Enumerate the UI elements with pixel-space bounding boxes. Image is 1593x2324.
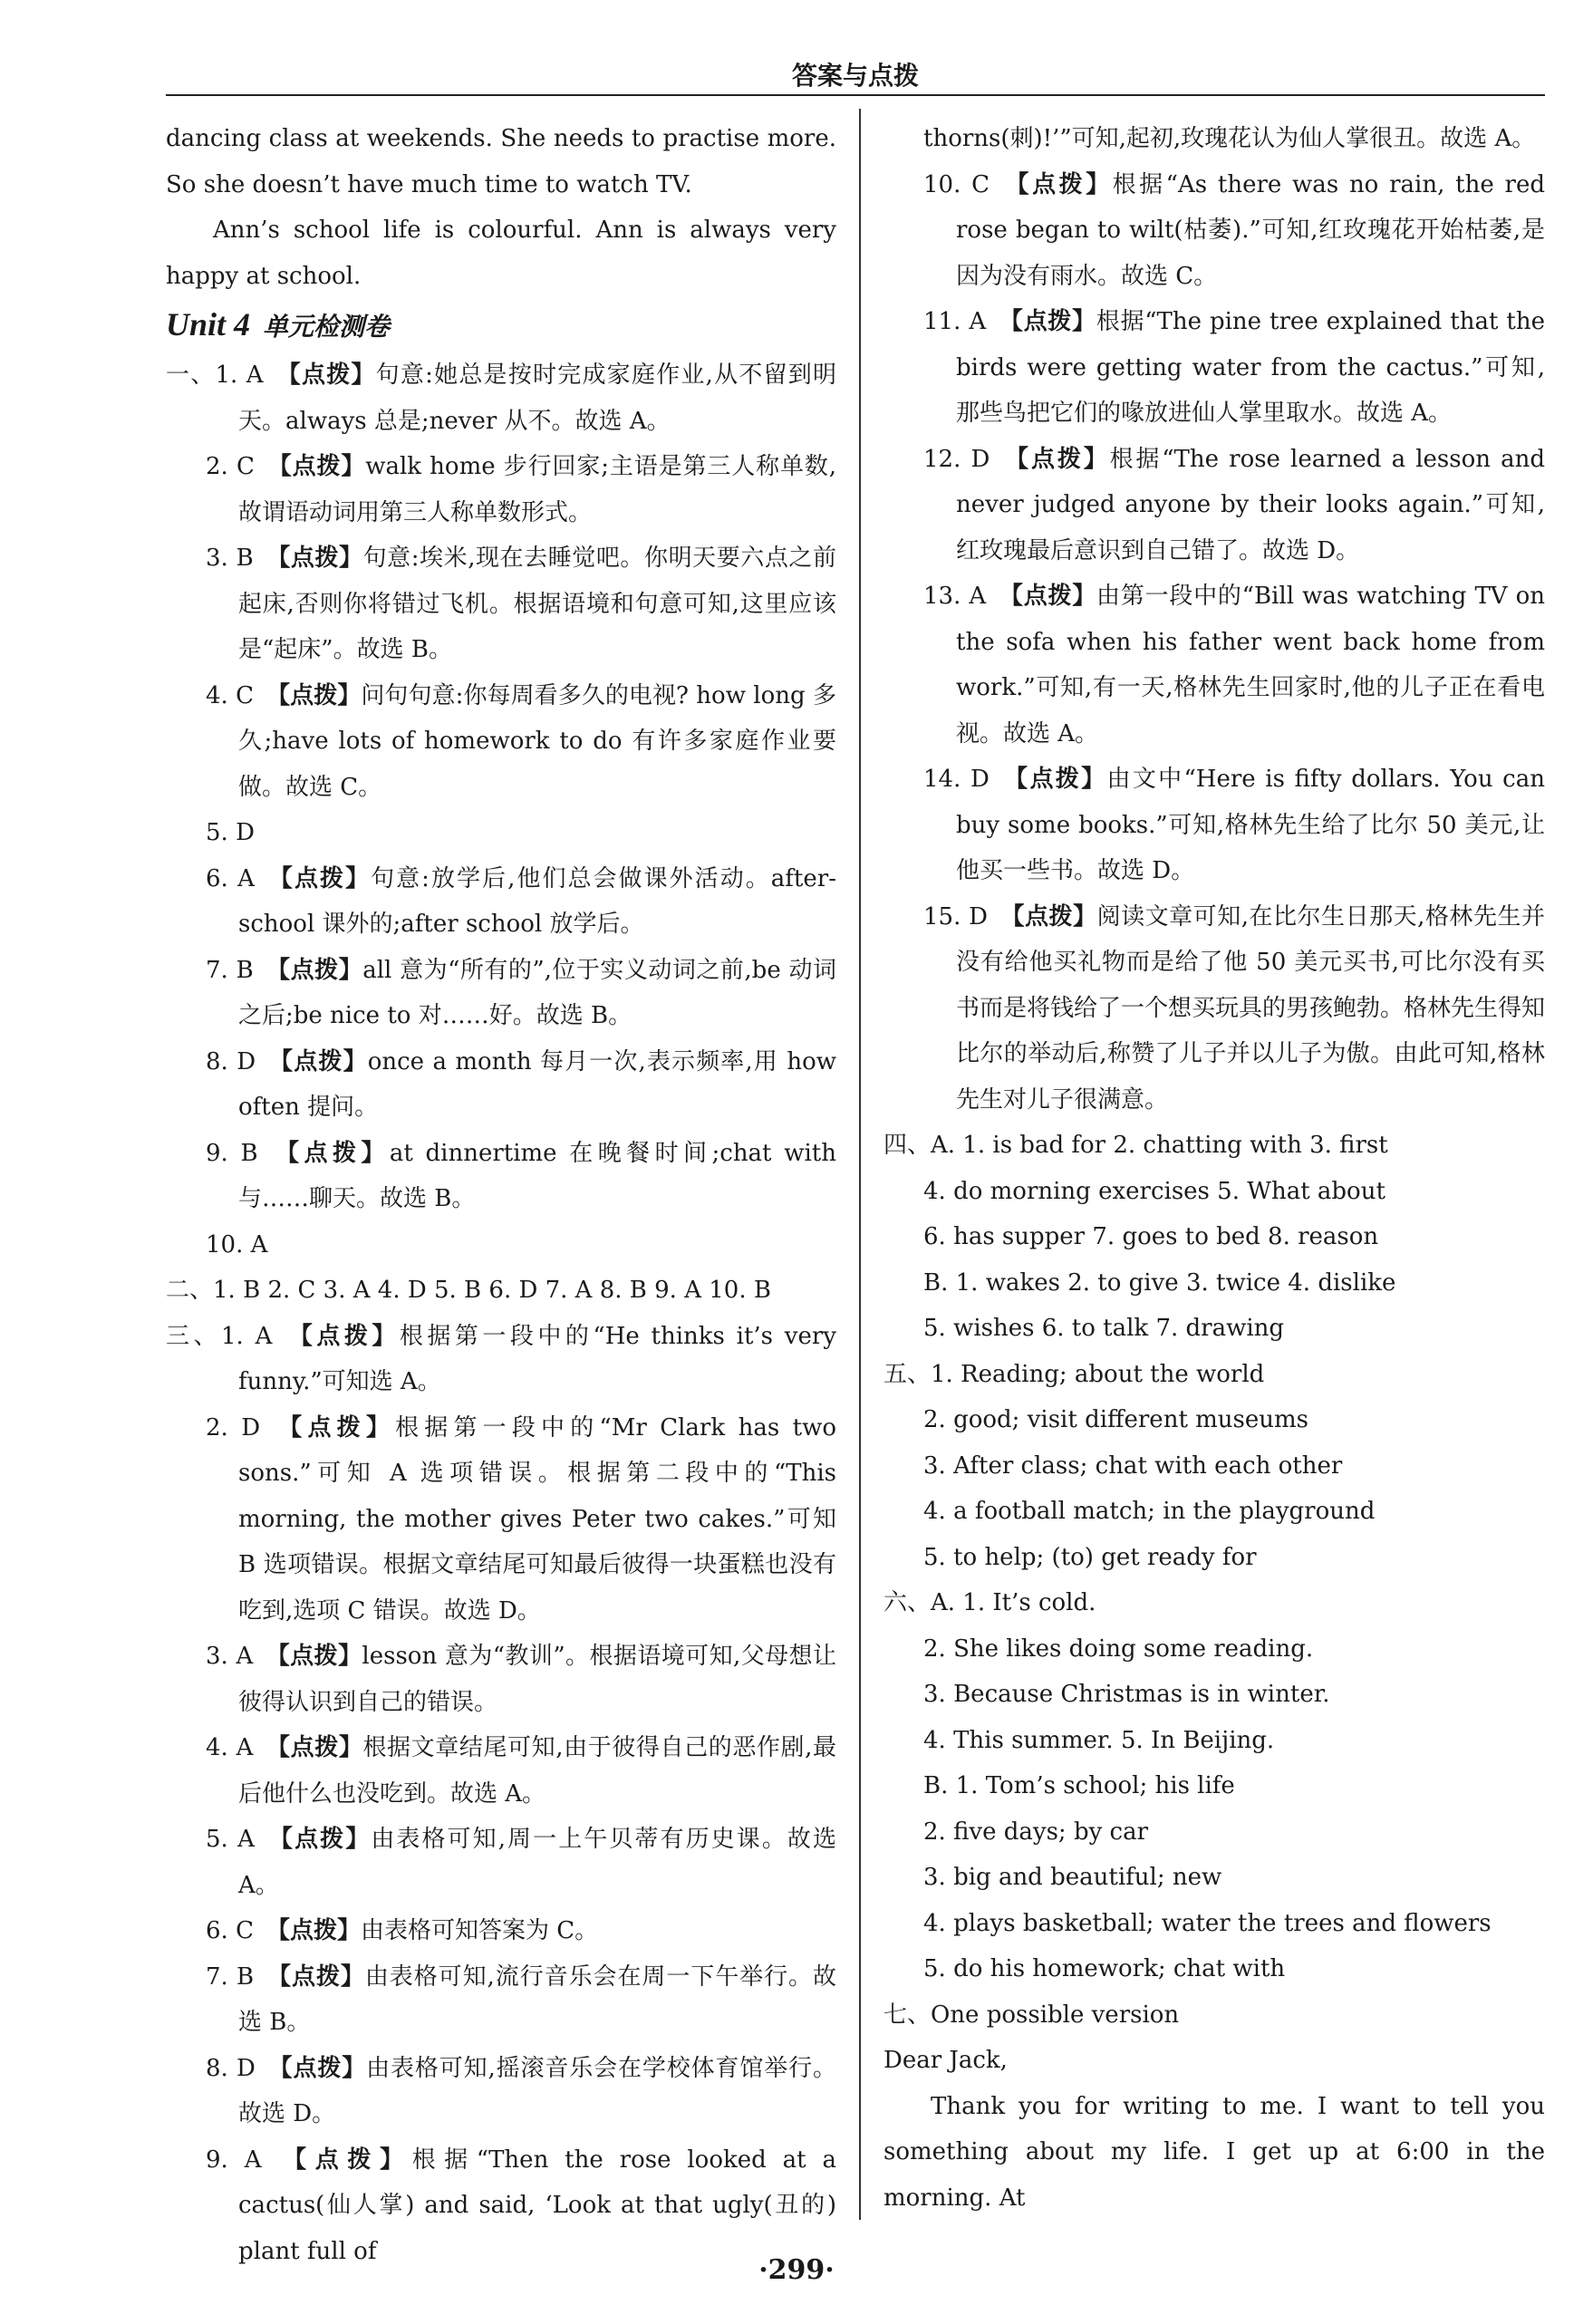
answer-item: [166, 673, 836, 811]
answer-explanation: 【点拨】由文中“Here is fifty dollars. You can buy some books.”可知,格林先生给了比尔 50 美元,让他买一些书。故选 D。: [956, 766, 1545, 884]
answer-item: [166, 856, 836, 948]
hint-marker: 【点拨】: [266, 1917, 361, 1944]
answer-item: [883, 757, 1545, 894]
hint-marker: 【点拨】: [1002, 445, 1110, 473]
hint-marker: 【点拨】: [266, 681, 362, 709]
answer-line: 4. This summer. 5. In Beijing.: [923, 1726, 1275, 1754]
answer-item: [166, 1039, 836, 1131]
answer-number: 2. C: [206, 453, 255, 480]
hint-marker: 【点拨】: [999, 308, 1096, 335]
answer-number: 11. A: [923, 308, 987, 335]
answer-explanation: 【点拨】once a month 每月一次,表示频率,用 how often 提问。: [238, 1047, 836, 1121]
answer-explanation: 【点拨】问句句意:你每周看多久的电视? how long 多久;have lots of homework to do 有许多家庭作业要做。故选 C。: [238, 681, 836, 801]
hint-marker: 【点拨】: [266, 864, 372, 892]
hint-marker: 【点拨】: [275, 362, 376, 389]
answer-explanation: 【点拨】由表格可知,周一上午贝蒂有历史课。故选 A。: [238, 1826, 836, 1899]
answer-item: [166, 1817, 836, 1908]
answer-line: 2. good; visit different museums: [923, 1406, 1309, 1433]
answer-explanation: 【点拨】由表格可知,流行音乐会在周一下午举行。故选 B。: [238, 1962, 836, 2036]
answer-number: 13. A: [923, 583, 987, 610]
hint-marker: 【点拨】: [266, 1643, 362, 1670]
answer-number: 3. A: [206, 1643, 254, 1670]
answer-number: 15. D: [923, 902, 988, 931]
right-column: [883, 116, 1545, 2221]
answer-number: 9. A: [206, 2146, 262, 2174]
left-column: [166, 116, 836, 2274]
answer-line: 3. big and beautiful; new: [923, 1864, 1222, 1891]
hint-marker: 【点拨】: [266, 956, 363, 984]
hint-marker: 【点拨】: [273, 1413, 396, 1442]
answer-explanation: 【点拨】根据“Then the rose looked at a cactus(仙人掌) and said, ‘Look at that ugly(丑的) plant full of: [238, 2146, 836, 2265]
answer-explanation: 【点拨】句意:她总是按时完成家庭作业,从不留到明天。always 总是;never 从不。故选 A。: [238, 362, 836, 435]
hint-marker: 【点拨】: [999, 902, 1097, 931]
answer-line: 5. to help; (to) get ready for: [923, 1543, 1257, 1571]
answer-explanation: 【点拨】根据“The pine tree explained that the birds were getting water from the cactus.”可知,那些鸟把它们的喙放进仙人掌里取水。故选 A。: [956, 308, 1546, 427]
answer-number: 1. A: [215, 362, 264, 389]
answer-explanation: 【点拨】根据文章结尾可知,由于彼得自己的恶作剧,最后他什么也没吃到。故选 A。: [238, 1734, 836, 1808]
letter-greeting: Dear Jack,: [883, 2047, 1008, 2074]
answer-item: [166, 1725, 836, 1817]
answer-item: [166, 352, 836, 444]
answer-explanation: 【点拨】根据第一段中的“Mr Clark has two sons.”可知 A 选项错误。根据第二段中的“This morning, the mother gives Peter two cakes.”可知 B 选项错误。根据文章结尾可知最后彼得一块蛋糕也没有吃到,选项 C 错误。故选 D。: [238, 1413, 836, 1625]
answer-item: [883, 574, 1545, 757]
answer-item: [166, 1314, 836, 1405]
hint-marker: 【点拨】: [266, 453, 366, 480]
page-header: 答案与点拨: [791, 61, 919, 91]
answer-explanation: 【点拨】at dinnertime 在晚餐时间;chat with 与……聊天。故选 B。: [238, 1139, 836, 1212]
hint-marker: 【点拨】: [1002, 170, 1113, 198]
answer-line: 3. After class; chat with each other: [923, 1451, 1343, 1480]
section-three: [166, 1314, 836, 2275]
answer-item: [883, 894, 1545, 1123]
answer-number: 10. C: [923, 170, 990, 198]
hint-marker: 【点拨】: [270, 1139, 390, 1167]
hint-marker: 【点拨】: [266, 1826, 372, 1853]
answer-item: [166, 1908, 836, 1954]
section-seven: 七、One possible version: [883, 2001, 1180, 2029]
section-label: 一、: [166, 362, 216, 389]
answer-line: 六、A. 1. It’s cold.: [883, 1589, 1096, 1616]
answer-item: [883, 299, 1545, 437]
hint-marker: 【点拨】: [266, 545, 363, 572]
answer-explanation: 【点拨】walk home 步行回家;主语是第三人称单数,故谓语动词用第三人称单数形式。: [238, 453, 836, 526]
answer-explanation: 【点拨】由表格可知,摇滚音乐会在学校体育馆举行。故选 D。: [238, 2054, 837, 2127]
column-divider: [859, 109, 861, 2220]
answer-line: 4. plays basketball; water the trees and flowers: [923, 1909, 1492, 1937]
answer-item: [166, 1405, 836, 1635]
answer-explanation: 【点拨】由第一段中的“Bill was watching TV on the sofa when his father went back home from work.”可知,有一天,格林先生回家时,他的儿子正在看电视。故选 A。: [956, 583, 1546, 747]
answer-item: [166, 1222, 836, 1268]
answer-line: 6. has supper 7. goes to bed 8. reason: [923, 1223, 1379, 1250]
section-four: [883, 1123, 1545, 1352]
answer-number: 8. D: [206, 2054, 256, 2082]
hint-marker: 【点拨】: [274, 2146, 412, 2174]
answer-number: 7. B: [206, 956, 254, 984]
answer-number: 5. A: [206, 1826, 255, 1853]
answer-line: B. 1. Tom’s school; his life: [923, 1772, 1235, 1799]
answer-explanation: 【点拨】根据第一段中的“He thinks it’s very funny.”可知选 A。: [238, 1322, 836, 1395]
hint-marker: 【点拨】: [1001, 766, 1107, 793]
answer-item: [166, 1131, 836, 1222]
answer-item: [166, 810, 836, 856]
section-two: 二、1. B 2. C 3. A 4. D 5. B 6. D 7. A 8. B 9. A 10. B: [166, 1277, 771, 1304]
hint-marker: 【点拨】: [266, 1962, 365, 1991]
section-three-continued: [883, 162, 1545, 1123]
answer-item: [166, 444, 836, 535]
answer-number: 6. C: [206, 1917, 254, 1944]
section-one: [166, 352, 836, 1268]
unit-title: [166, 299, 836, 352]
answer-explanation: 【点拨】根据“The rose learned a lesson and never judged anyone by their looks again.”可知,红玫瑰最后意识到自己错了。故选 D。: [956, 445, 1545, 564]
answer-line: 5. do his homework; chat with: [923, 1955, 1286, 1982]
answer-line: 4. do morning exercises 5. What about: [923, 1177, 1385, 1205]
unit-subtitle: 单元检测卷: [263, 312, 391, 342]
section-label: 三、: [166, 1322, 222, 1350]
hint-marker: 【点拨】: [267, 2054, 367, 2082]
answer-explanation: 【点拨】阅读文章可知,在比尔生日那天,格林先生并没有给他买礼物而是给了他 50 美元买书,可比尔没有买书而是将钱给了一个想买玩具的男孩鲍勃。格林先生得知比尔的举动后,称赞了儿子并以儿子为傲。由此可知,格林先生对儿子很满意。: [956, 902, 1546, 1114]
unit-title-text: Unit 4: [166, 306, 251, 342]
answer-number: 10. A: [206, 1230, 268, 1258]
answer-line: 四、A. 1. is bad for 2. chatting with 3. first: [883, 1132, 1388, 1159]
answer-number: 6. A: [206, 864, 255, 892]
header-rule: [166, 94, 1545, 96]
answer-item: [166, 535, 836, 673]
answer-item: [883, 162, 1545, 300]
answer-number: 7. B: [206, 1962, 255, 1991]
answer-explanation: 【点拨】根据“As there was no rain, the red rose began to wilt(枯萎).”可知,红玫瑰花开始枯萎,是因为没有雨水。故选 C。: [956, 170, 1545, 290]
answer-explanation: 【点拨】句意:埃米,现在去睡觉吧。你明天要六点之前起床,否则你将错过飞机。根据语境和句意可知,这里应该是“起床”。故选 B。: [238, 545, 836, 663]
intro-paragraph: Ann’s school life is colourful. Ann is always very happy at school.: [166, 217, 836, 290]
answer-number: 14. D: [923, 766, 990, 793]
answer-item: [166, 948, 836, 1039]
answer-line: 4. a football match; in the playground: [923, 1498, 1376, 1525]
answer-number: 12. D: [923, 445, 990, 473]
hint-marker: 【点拨】: [999, 583, 1097, 610]
answer-continuation: thorns(刺)!’”可知,起初,玫瑰花认为仙人掌很丑。故选 A。: [923, 125, 1536, 152]
letter-body: Thank you for writing to me. I want to tell you something about my life. I get up at 6:00 in the morning. At: [883, 2092, 1545, 2212]
answer-line: 5. wishes 6. to talk 7. drawing: [923, 1315, 1285, 1342]
hint-marker: 【点拨】: [285, 1322, 400, 1350]
hint-marker: 【点拨】: [268, 1047, 368, 1075]
answer-line: 2. She likes doing some reading.: [923, 1635, 1314, 1663]
answer-explanation: 【点拨】句意:放学后,他们总会做课外活动。after-school 课外的;after school 放学后。: [238, 864, 836, 938]
page-number: ·299·: [758, 2254, 835, 2286]
answer-item: [883, 437, 1545, 574]
answer-item: [166, 1634, 836, 1725]
section-six: [883, 1580, 1545, 1992]
answer-line: 3. Because Christmas is in winter.: [923, 1681, 1330, 1708]
answer-number: 3. B: [206, 545, 254, 572]
answer-explanation: 【点拨】lesson 意为“教训”。根据语境可知,父母想让彼得认识到自己的错误。: [238, 1643, 836, 1716]
answer-line: B. 1. wakes 2. to give 3. twice 4. dislike: [923, 1268, 1396, 1297]
answer-number: 1. A: [221, 1322, 273, 1350]
intro-paragraph: dancing class at weekends. She needs to practise more. So she doesn’t have much time to watch TV.: [166, 125, 836, 198]
answer-item: [166, 2046, 836, 2137]
answer-number: 5. D: [206, 819, 255, 846]
answer-item: [166, 1954, 836, 2046]
answer-line: 2. five days; by car: [923, 1818, 1149, 1846]
hint-marker: 【点拨】: [266, 1734, 363, 1761]
answer-line: 五、1. Reading; about the world: [883, 1360, 1265, 1388]
answer-number: 8. D: [206, 1047, 256, 1075]
answer-number: 2. D: [206, 1413, 261, 1442]
answer-number: 4. A: [206, 1734, 254, 1761]
answer-number: 4. C: [206, 681, 255, 709]
section-five: [883, 1352, 1545, 1581]
answer-explanation: 【点拨】all 意为“所有的”,位于实义动词之前,be 动词之后;be nice to 对……好。故选 B。: [238, 956, 836, 1029]
answer-explanation: 【点拨】由表格可知答案为 C。: [266, 1917, 599, 1944]
answer-number: 9. B: [206, 1139, 258, 1167]
